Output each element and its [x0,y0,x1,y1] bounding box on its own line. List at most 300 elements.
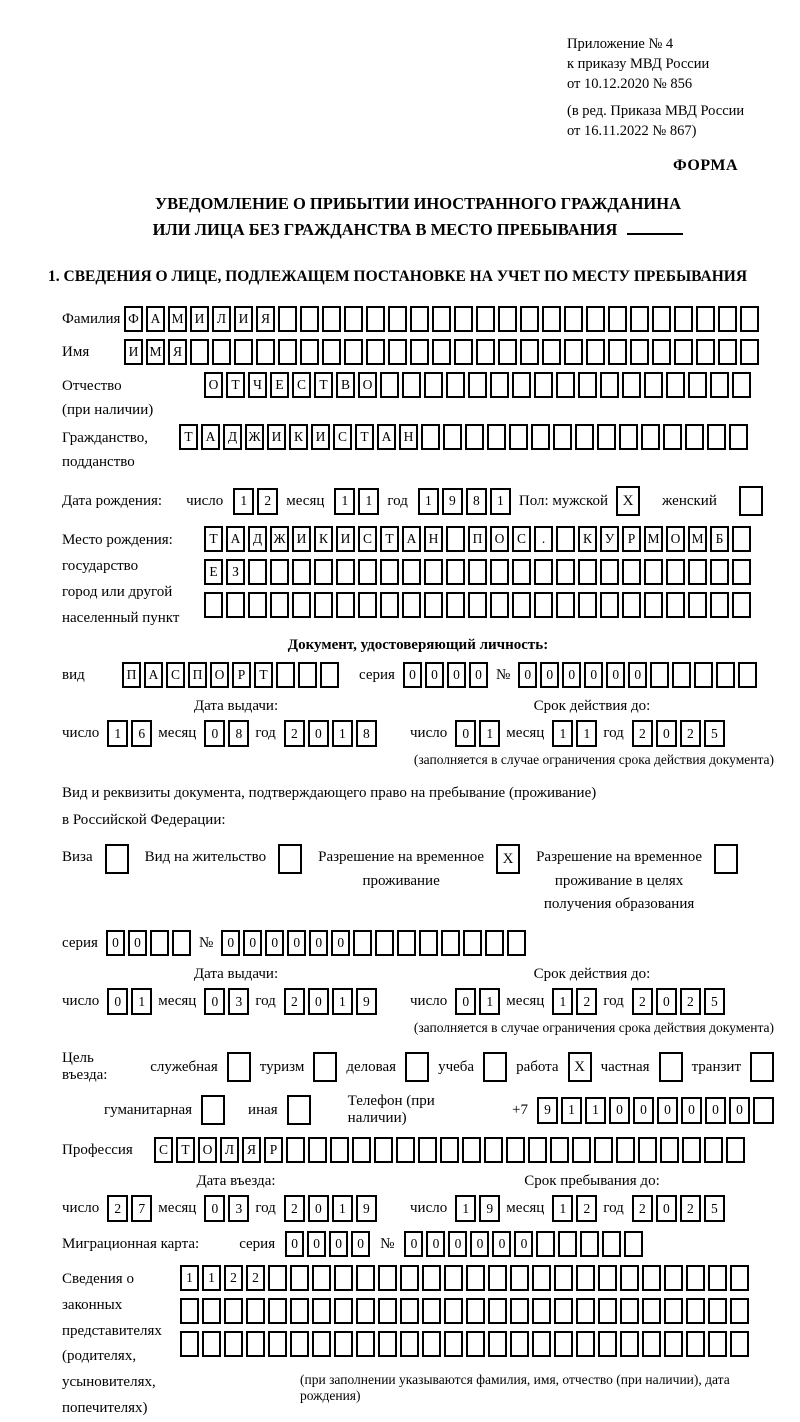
char-cell[interactable] [246,1331,265,1357]
char-cell[interactable]: Л [212,306,231,332]
char-cell[interactable] [444,1331,463,1357]
char-cell[interactable] [644,372,663,398]
char-cell[interactable] [620,1298,639,1324]
char-cell[interactable]: Р [232,662,251,688]
char-cell[interactable]: А [402,526,421,552]
char-cell[interactable]: М [146,339,165,365]
char-cell[interactable]: С [166,662,185,688]
char-cell[interactable] [432,306,451,332]
char-cell[interactable] [534,372,553,398]
char-cell[interactable] [520,306,539,332]
char-cell[interactable] [597,424,616,450]
char-cell[interactable]: 9 [356,988,377,1015]
char-cell[interactable] [422,1331,441,1357]
char-cell[interactable]: 3 [228,988,249,1015]
char-cell[interactable]: 0 [656,1195,677,1222]
char-cell[interactable]: 1 [180,1265,199,1291]
char-cell[interactable] [578,372,597,398]
char-cell[interactable] [594,1137,613,1163]
char-cell[interactable]: 0 [455,720,476,747]
char-cell[interactable] [532,1265,551,1291]
char-cell[interactable]: О [490,526,509,552]
char-cell[interactable]: В [336,372,355,398]
char-cell[interactable]: 0 [633,1097,654,1124]
char-cell[interactable]: К [578,526,597,552]
char-cell[interactable]: А [144,662,163,688]
char-cell[interactable]: С [292,372,311,398]
char-cell[interactable] [688,559,707,585]
char-cell[interactable] [542,306,561,332]
char-cell[interactable]: Б [710,526,729,552]
char-cell[interactable] [400,1298,419,1324]
char-cell[interactable] [732,372,751,398]
char-cell[interactable] [444,1298,463,1324]
char-cell[interactable] [312,1265,331,1291]
char-cell[interactable] [286,1137,305,1163]
char-cell[interactable]: П [122,662,141,688]
char-cell[interactable] [738,662,757,688]
char-cell[interactable] [520,339,539,365]
char-cell[interactable] [600,592,619,618]
char-cell[interactable]: 0 [128,930,147,956]
char-cell[interactable] [534,592,553,618]
char-cell[interactable] [620,1331,639,1357]
char-cell[interactable] [402,559,421,585]
char-cell[interactable] [278,306,297,332]
char-cell[interactable] [638,1137,657,1163]
char-cell[interactable]: С [333,424,352,450]
char-cell[interactable]: Е [204,559,223,585]
char-cell[interactable] [512,372,531,398]
char-cell[interactable] [484,1137,503,1163]
char-cell[interactable] [556,372,575,398]
char-cell[interactable]: 1 [479,720,500,747]
char-cell[interactable]: 1 [131,988,152,1015]
char-cell[interactable] [356,1265,375,1291]
char-cell[interactable] [270,559,289,585]
char-cell[interactable] [564,339,583,365]
sex-male-checkbox[interactable]: X [616,486,640,516]
char-cell[interactable]: 0 [455,988,476,1015]
char-cell[interactable] [664,1265,683,1291]
char-cell[interactable] [578,559,597,585]
char-cell[interactable] [710,372,729,398]
char-cell[interactable]: 9 [442,488,463,515]
char-cell[interactable] [708,1298,727,1324]
char-cell[interactable] [554,1298,573,1324]
char-cell[interactable] [204,592,223,618]
char-cell[interactable]: И [311,424,330,450]
char-cell[interactable] [696,306,715,332]
char-cell[interactable] [334,1265,353,1291]
char-cell[interactable]: 1 [358,488,379,515]
char-cell[interactable] [509,424,528,450]
char-cell[interactable] [402,592,421,618]
char-cell[interactable]: 1 [332,988,353,1015]
char-cell[interactable] [290,1331,309,1357]
char-cell[interactable] [402,372,421,398]
char-cell[interactable]: 1 [576,720,597,747]
visa-checkbox[interactable] [105,844,129,874]
char-cell[interactable] [616,1137,635,1163]
char-cell[interactable] [488,1331,507,1357]
blank-line[interactable] [627,221,683,235]
char-cell[interactable] [468,592,487,618]
char-cell[interactable]: 0 [584,662,603,688]
char-cell[interactable]: 0 [107,988,128,1015]
char-cell[interactable] [322,306,341,332]
char-cell[interactable]: Т [204,526,223,552]
char-cell[interactable]: Т [179,424,198,450]
char-cell[interactable] [641,424,660,450]
char-cell[interactable] [468,372,487,398]
char-cell[interactable]: 9 [479,1195,500,1222]
char-cell[interactable] [608,339,627,365]
char-cell[interactable] [418,1137,437,1163]
char-cell[interactable] [556,559,575,585]
char-cell[interactable]: 0 [469,662,488,688]
char-cell[interactable] [298,662,317,688]
char-cell[interactable]: 1 [479,988,500,1015]
char-cell[interactable]: 1 [455,1195,476,1222]
char-cell[interactable] [536,1231,555,1257]
char-cell[interactable]: М [688,526,707,552]
sex-female-checkbox[interactable] [739,486,763,516]
char-cell[interactable] [292,592,311,618]
char-cell[interactable]: 2 [680,988,701,1015]
char-cell[interactable] [466,1298,485,1324]
char-cell[interactable] [446,592,465,618]
char-cell[interactable] [487,424,506,450]
char-cell[interactable]: 0 [329,1231,348,1257]
char-cell[interactable]: 0 [681,1097,702,1124]
char-cell[interactable]: 0 [307,1231,326,1257]
char-cell[interactable]: 2 [576,988,597,1015]
char-cell[interactable] [224,1298,243,1324]
char-cell[interactable] [688,592,707,618]
char-cell[interactable] [580,1231,599,1257]
char-cell[interactable] [624,1231,643,1257]
char-cell[interactable]: 0 [404,1231,423,1257]
char-cell[interactable] [378,1265,397,1291]
char-cell[interactable] [666,559,685,585]
char-cell[interactable]: П [188,662,207,688]
char-cell[interactable] [290,1265,309,1291]
char-cell[interactable] [510,1331,529,1357]
char-cell[interactable]: С [512,526,531,552]
char-cell[interactable] [622,559,641,585]
char-cell[interactable]: 1 [552,1195,573,1222]
char-cell[interactable] [444,1265,463,1291]
char-cell[interactable] [694,662,713,688]
char-cell[interactable] [630,339,649,365]
char-cell[interactable] [466,1331,485,1357]
char-cell[interactable] [312,1331,331,1357]
char-cell[interactable]: 0 [243,930,262,956]
char-cell[interactable] [666,372,685,398]
char-cell[interactable]: Ч [248,372,267,398]
char-cell[interactable] [268,1298,287,1324]
char-cell[interactable] [732,526,751,552]
char-cell[interactable] [334,1298,353,1324]
char-cell[interactable] [463,930,482,956]
char-cell[interactable] [446,372,465,398]
purpose-other-checkbox[interactable] [287,1095,311,1125]
char-cell[interactable] [729,424,748,450]
char-cell[interactable]: 0 [308,1195,329,1222]
char-cell[interactable]: И [124,339,143,365]
char-cell[interactable]: К [289,424,308,450]
char-cell[interactable] [707,424,726,450]
char-cell[interactable] [410,339,429,365]
char-cell[interactable] [642,1331,661,1357]
char-cell[interactable]: 1 [107,720,128,747]
char-cell[interactable] [726,1137,745,1163]
char-cell[interactable] [586,339,605,365]
char-cell[interactable] [356,1331,375,1357]
char-cell[interactable] [322,339,341,365]
char-cell[interactable] [619,424,638,450]
char-cell[interactable]: 0 [426,1231,445,1257]
char-cell[interactable] [268,1265,287,1291]
char-cell[interactable] [507,930,526,956]
char-cell[interactable] [622,372,641,398]
char-cell[interactable] [490,372,509,398]
char-cell[interactable] [498,339,517,365]
char-cell[interactable]: 1 [490,488,511,515]
char-cell[interactable] [454,306,473,332]
char-cell[interactable] [422,1298,441,1324]
char-cell[interactable] [642,1298,661,1324]
char-cell[interactable] [314,559,333,585]
char-cell[interactable] [312,1298,331,1324]
purpose-tourism-checkbox[interactable] [313,1052,337,1082]
char-cell[interactable] [553,424,572,450]
char-cell[interactable]: 9 [537,1097,558,1124]
char-cell[interactable] [202,1298,221,1324]
char-cell[interactable] [600,372,619,398]
char-cell[interactable]: Т [176,1137,195,1163]
char-cell[interactable]: 1 [233,488,254,515]
purpose-humanitarian-checkbox[interactable] [201,1095,225,1125]
char-cell[interactable] [476,306,495,332]
char-cell[interactable] [290,1298,309,1324]
char-cell[interactable] [256,339,275,365]
char-cell[interactable] [696,339,715,365]
char-cell[interactable]: Р [622,526,641,552]
char-cell[interactable]: 0 [308,988,329,1015]
char-cell[interactable]: Т [254,662,273,688]
char-cell[interactable]: Я [242,1137,261,1163]
char-cell[interactable] [374,1137,393,1163]
char-cell[interactable]: Я [256,306,275,332]
char-cell[interactable]: 2 [680,1195,701,1222]
char-cell[interactable]: У [600,526,619,552]
char-cell[interactable] [642,1265,661,1291]
char-cell[interactable] [330,1137,349,1163]
char-cell[interactable] [490,592,509,618]
char-cell[interactable] [380,592,399,618]
char-cell[interactable]: 2 [284,988,305,1015]
char-cell[interactable] [202,1331,221,1357]
char-cell[interactable]: Я [168,339,187,365]
purpose-private-checkbox[interactable] [659,1052,683,1082]
char-cell[interactable] [488,1265,507,1291]
char-cell[interactable]: А [226,526,245,552]
char-cell[interactable]: 2 [107,1195,128,1222]
char-cell[interactable] [608,306,627,332]
char-cell[interactable]: О [204,372,223,398]
residence-permit-checkbox[interactable] [278,844,302,874]
char-cell[interactable] [708,1331,727,1357]
char-cell[interactable] [424,372,443,398]
char-cell[interactable] [644,559,663,585]
temp-residence-edu-checkbox[interactable] [714,844,738,874]
char-cell[interactable] [422,1265,441,1291]
char-cell[interactable] [542,339,561,365]
char-cell[interactable] [334,1331,353,1357]
char-cell[interactable] [578,592,597,618]
purpose-work-checkbox[interactable]: X [568,1052,592,1082]
char-cell[interactable]: 0 [606,662,625,688]
char-cell[interactable] [718,306,737,332]
char-cell[interactable]: Ж [270,526,289,552]
char-cell[interactable]: И [267,424,286,450]
char-cell[interactable] [352,1137,371,1163]
char-cell[interactable] [424,592,443,618]
char-cell[interactable] [336,559,355,585]
char-cell[interactable] [730,1265,749,1291]
char-cell[interactable] [180,1298,199,1324]
char-cell[interactable]: П [468,526,487,552]
char-cell[interactable]: 8 [466,488,487,515]
char-cell[interactable]: . [534,526,553,552]
char-cell[interactable]: 2 [680,720,701,747]
char-cell[interactable]: К [314,526,333,552]
char-cell[interactable]: 0 [285,1231,304,1257]
char-cell[interactable]: 0 [204,1195,225,1222]
char-cell[interactable] [512,592,531,618]
char-cell[interactable]: 3 [228,1195,249,1222]
char-cell[interactable] [575,424,594,450]
char-cell[interactable] [388,339,407,365]
char-cell[interactable] [710,559,729,585]
char-cell[interactable]: 0 [425,662,444,688]
char-cell[interactable] [598,1265,617,1291]
char-cell[interactable] [375,930,394,956]
char-cell[interactable] [576,1298,595,1324]
char-cell[interactable]: 0 [657,1097,678,1124]
char-cell[interactable] [576,1265,595,1291]
char-cell[interactable] [344,306,363,332]
char-cell[interactable] [396,1137,415,1163]
char-cell[interactable] [465,424,484,450]
char-cell[interactable] [454,339,473,365]
char-cell[interactable] [686,1298,705,1324]
char-cell[interactable] [732,559,751,585]
char-cell[interactable]: 0 [470,1231,489,1257]
char-cell[interactable] [558,1231,577,1257]
char-cell[interactable] [664,1298,683,1324]
char-cell[interactable]: М [168,306,187,332]
char-cell[interactable]: 8 [228,720,249,747]
char-cell[interactable]: Т [314,372,333,398]
char-cell[interactable]: И [234,306,253,332]
char-cell[interactable] [248,559,267,585]
char-cell[interactable]: 7 [131,1195,152,1222]
char-cell[interactable] [268,1331,287,1357]
char-cell[interactable]: 1 [332,720,353,747]
char-cell[interactable] [740,306,759,332]
char-cell[interactable] [476,339,495,365]
char-cell[interactable] [740,339,759,365]
char-cell[interactable]: С [358,526,377,552]
char-cell[interactable]: 1 [552,988,573,1015]
char-cell[interactable]: 0 [447,662,466,688]
char-cell[interactable] [308,1137,327,1163]
char-cell[interactable] [336,592,355,618]
char-cell[interactable]: Ж [245,424,264,450]
char-cell[interactable] [270,592,289,618]
char-cell[interactable]: 2 [632,720,653,747]
char-cell[interactable] [320,662,339,688]
char-cell[interactable]: 0 [287,930,306,956]
char-cell[interactable]: 2 [224,1265,243,1291]
char-cell[interactable]: 2 [246,1265,265,1291]
char-cell[interactable]: О [198,1137,217,1163]
char-cell[interactable] [300,339,319,365]
char-cell[interactable] [446,559,465,585]
char-cell[interactable] [528,1137,547,1163]
char-cell[interactable] [753,1097,774,1124]
char-cell[interactable] [650,662,669,688]
char-cell[interactable] [388,306,407,332]
purpose-transit-checkbox[interactable] [750,1052,774,1082]
char-cell[interactable] [586,306,605,332]
char-cell[interactable] [224,1331,243,1357]
char-cell[interactable]: О [210,662,229,688]
char-cell[interactable] [421,424,440,450]
char-cell[interactable]: 0 [562,662,581,688]
char-cell[interactable]: 0 [221,930,240,956]
char-cell[interactable]: 0 [308,720,329,747]
char-cell[interactable] [730,1298,749,1324]
char-cell[interactable] [443,424,462,450]
char-cell[interactable] [686,1265,705,1291]
char-cell[interactable]: 0 [656,720,677,747]
char-cell[interactable] [400,1265,419,1291]
char-cell[interactable] [572,1137,591,1163]
char-cell[interactable] [466,1265,485,1291]
char-cell[interactable] [300,306,319,332]
char-cell[interactable]: Д [248,526,267,552]
char-cell[interactable] [682,1137,701,1163]
char-cell[interactable] [600,559,619,585]
char-cell[interactable] [246,1298,265,1324]
char-cell[interactable] [534,559,553,585]
char-cell[interactable] [652,339,671,365]
char-cell[interactable]: Т [226,372,245,398]
char-cell[interactable]: 0 [309,930,328,956]
char-cell[interactable] [550,1137,569,1163]
purpose-study-checkbox[interactable] [483,1052,507,1082]
char-cell[interactable] [410,306,429,332]
char-cell[interactable] [498,306,517,332]
char-cell[interactable]: 0 [656,988,677,1015]
char-cell[interactable] [630,306,649,332]
char-cell[interactable]: 0 [492,1231,511,1257]
char-cell[interactable]: Н [424,526,443,552]
